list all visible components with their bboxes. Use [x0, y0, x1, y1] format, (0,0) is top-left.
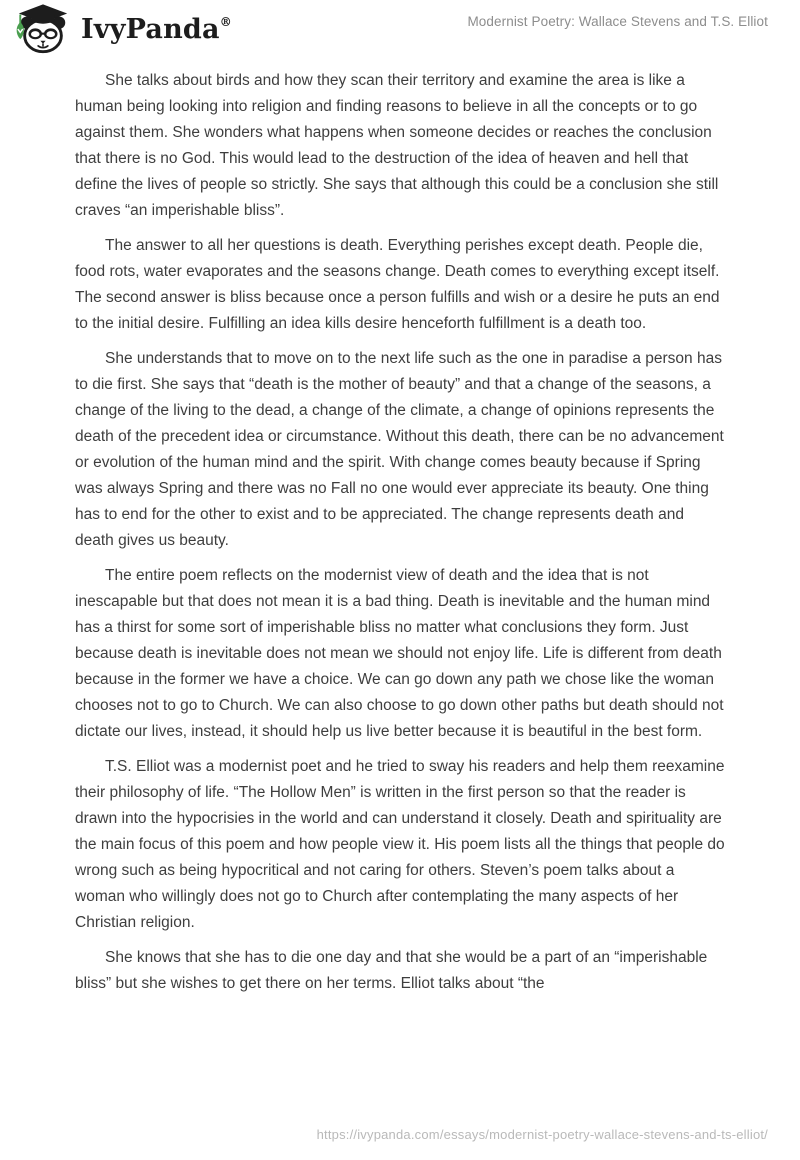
- essay-paragraph: She knows that she has to die one day and that she would be a part of an “imperishable bliss” but she wishes to get there on her terms. Elliot talks about “the: [75, 949, 708, 992]
- page-header: [0, 0, 800, 62]
- essay-paragraph: She understands that to move on to the next life such as the one in paradise a person has to die first. She says that “death is the mother of beauty” and that a change of the seasons, a change of the living to the dead, a change of the climate, a change of opinions represents the death of the precedent idea or circumstance. Without this death, there can be no advancement or evolution of the human mind and the spirit. With change comes beauty because if Spring was always Spring and there was no Fall no one would ever appreciate its beauty. One thing has to end for the other to exist and to be appreciated. The change represents death and death gives us beauty.: [75, 350, 724, 549]
- essay-paragraph: She talks about birds and how they scan their territory and examine the area is like a human being looking into religion and finding reasons to believe in all the concepts or to go against them. She wonders what happens when someone decides or reaches the conclusion that there is no God. This would lead to the destruction of the idea of heaven and hell that define the lives of people so strictly. She says that although this could be a conclusion she still craves “an imperishable bliss”.: [75, 72, 719, 219]
- essay-body: [75, 68, 725, 1006]
- source-url: https://ivypanda.com/essays/modernist-poetry-wallace-stevens-and-ts-elliot/: [316, 1127, 768, 1142]
- ivypanda-logo[interactable]: [14, 3, 232, 56]
- document-title: Modernist Poetry: Wallace Stevens and T.S. Elliot: [467, 14, 768, 29]
- essay-paragraph: The entire poem reflects on the modernist view of death and the idea that is not inescapable but that does not mean it is a bad thing. Death is inevitable and the human mind has a thirst for some sort of imperishable bliss no matter what conclusions they form. Just because death is inevitable does not mean we should not enjoy life. Life is different from death because in the former we have a choice. We can go down any path we chose like the woman chooses not to go to Church. We can also choose to go down other paths but death should not dictate our lives, instead, it should help us live better because it is beautiful in the best form.: [75, 567, 724, 740]
- brand-wordmark: IvyPanda®: [81, 14, 232, 45]
- registered-trademark: ®: [219, 15, 232, 29]
- essay-paragraph: T.S. Elliot was a modernist poet and he tried to sway his readers and help them reexamine their philosophy of life. “The Hollow Men” is written in the first person so that the reader is drawn into the hypocrisies in the world and can understand it closely. Death and spirituality are the main focus of this poem and how people view it. His poem lists all the things that people do wrong such as being hypocritical and not caring for others. Steven’s poem talks about a woman who willingly does not go to Church after contemplating the many aspects of her Christian religion.: [75, 758, 725, 931]
- essay-paragraph: The answer to all her questions is death. Everything perishes except death. People die, food rots, water evaporates and the seasons change. Death comes to everything except itself. The second answer is bliss because once a person fulfills and wish or a desire he puts an end to the initial desire. Fulfilling an idea kills desire henceforth fulfillment is a death too.: [75, 237, 720, 332]
- panda-graduate-icon: [14, 3, 72, 56]
